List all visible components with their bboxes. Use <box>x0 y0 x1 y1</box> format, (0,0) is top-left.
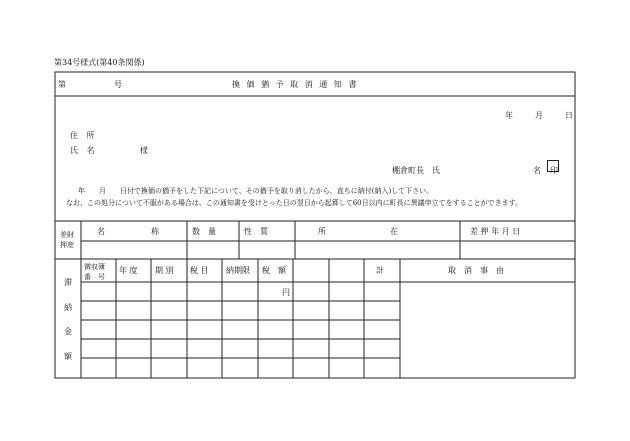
name-label: 氏 名 <box>70 146 98 155</box>
arrears-side-char-2: 納 <box>64 303 72 312</box>
col-item-name: 名 称 <box>97 227 160 236</box>
col-fiscal-year: 年 度 <box>119 266 138 275</box>
col-reason: 取 消 事 由 <box>448 266 504 275</box>
yen-unit: 円 <box>282 288 290 297</box>
col-collection-no-2: 番 号 <box>84 273 105 281</box>
notice-number-label: 第 号 <box>58 80 128 89</box>
honorific: 様 <box>140 146 148 155</box>
col-location: 所 在 <box>318 227 398 236</box>
col-tax-item: 税 目 <box>190 266 209 275</box>
col-seizure-date: 差 押 年 月 日 <box>470 227 521 236</box>
body-line-1: 年 月 日付で換価の猶予をした下記について、その猶予を取り消したから、直ちに納付(納入)して下さい。 <box>78 187 434 195</box>
col-due-date: 納期限 <box>226 266 250 275</box>
address-label: 住 所 <box>70 131 98 140</box>
document-title: 換 価 猶 予 取 消 通 知 書 <box>232 80 359 89</box>
form-label: 第34号様式(第40条関係) <box>54 58 145 67</box>
seal-label: 印 <box>550 166 558 175</box>
issue-date: 年 月 日 <box>505 111 575 120</box>
col-collection-no-1: 徴収簿 <box>84 263 105 271</box>
col-quantity: 数 量 <box>192 227 216 236</box>
arrears-side-char-4: 額 <box>64 352 72 361</box>
col-period: 期 別 <box>155 266 174 275</box>
col-total: 計 <box>376 266 384 275</box>
col-tax-amount: 税 額 <box>262 266 286 275</box>
issuer-office: 棚倉町長 氏 <box>392 166 440 175</box>
body-line-2: なお、この処分について不服がある場合は、この通知書を受けとった日の翌日から起算して60日以内に町長に異議申立てをすることができます。 <box>66 199 523 207</box>
arrears-side-char-1: 滞 <box>64 278 72 287</box>
seizure-side-label-2: 押産 <box>60 241 74 249</box>
issuer-name-label: 名 <box>533 166 541 175</box>
form-border <box>55 72 575 378</box>
seizure-side-label-1: 差財 <box>60 231 74 239</box>
arrears-side-char-3: 金 <box>64 327 72 336</box>
col-property: 性 質 <box>244 227 268 236</box>
